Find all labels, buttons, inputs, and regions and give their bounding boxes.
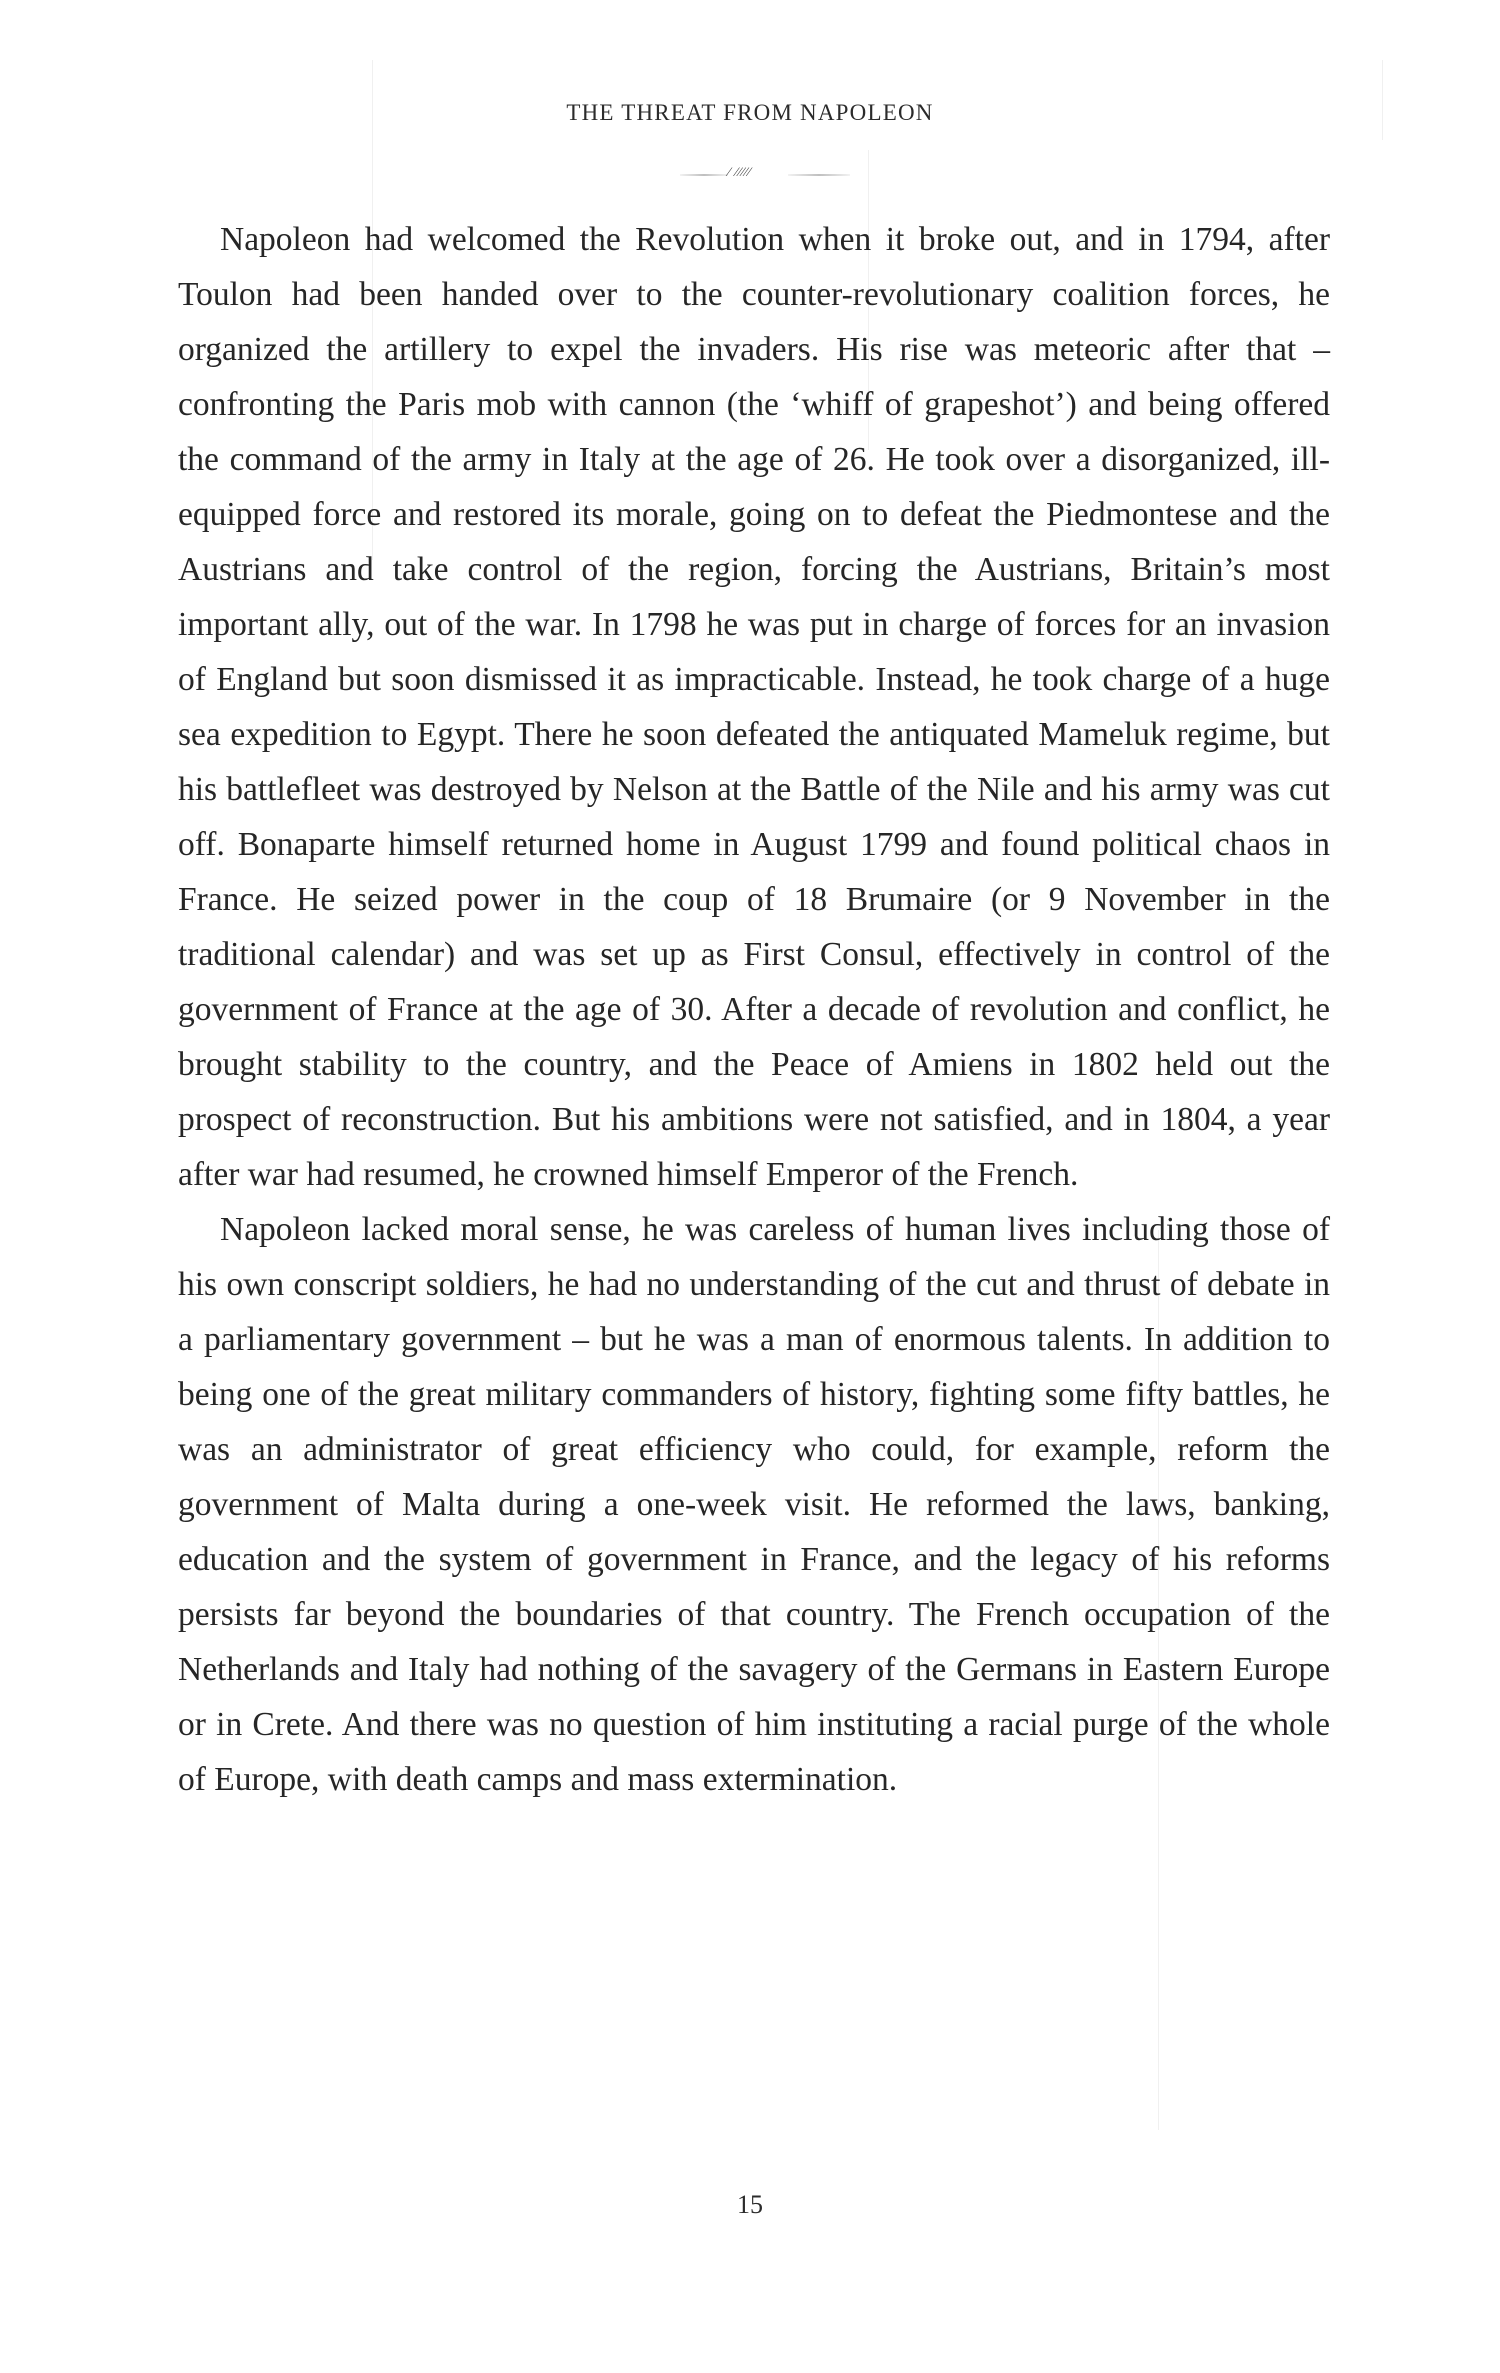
ornament-bar-right xyxy=(788,174,850,176)
page-number: 15 xyxy=(737,2190,763,2219)
body-text xyxy=(178,212,1330,1807)
ornament-glyphs: ⁄ ∕⁄∕⁄∕ xyxy=(728,164,752,179)
paragraph-1: Napoleon had welcomed the Revolution when it broke out, and in 1794, after Toulon had been handed over to the counter-revolutionary coalition forces, he organized the artillery to expel the invaders. His rise was meteoric after that – confronting the Paris mob with cannon (the ‘whiff of grapeshot’) and being offered the command of the army in Italy at the age of 26. He took over a disorganized, ill-equipped force and restored its morale, going on to defeat the Piedmontese and the Austrians and take control of the region, forcing the Austrians, Britain’s most important ally, out of the war. In 1798 he was put in charge of forces for an invasion of England but soon dismissed it as impracticable. Instead, he took charge of a huge sea expedition to Egypt. There he soon defeated the antiquated Mameluk regime, but his battlefleet was destroyed by Nelson at the Battle of the Nile and his army was cut off. Bonaparte himself returned home in August 1799 and found political chaos in France. He seized power in the coup of 18 Brumaire (or 9 November in the traditional calendar) and was set up as First Consul, effectively in control of the government of France at the age of 30. After a decade of revolution and conflict, he brought stability to the country, and the Peace of Amiens in 1802 held out the prospect of reconstruction. But his ambitions were not satisfied, and in 1804, a year after war had resumed, he crowned himself Emperor of the French. xyxy=(178,221,1330,1193)
ornamental-rule xyxy=(680,164,850,182)
paragraph-2: Napoleon lacked moral sense, he was careless of human lives including those of his own conscript soldiers, he had no understanding of the cut and thrust of debate in a parliamentary government – but he was a man of enormous talents. In addition to being one of the great military commanders of history, fighting some fifty battles, he was an administrator of great efficiency who could, for example, reform the government of Malta during a one-week visit. He reformed the laws, banking, education and the system of government in France, and the legacy of his reforms persists far beyond the boundaries of that country. The French occupation of the Netherlands and Italy had nothing of the savagery of the Germans in Eastern Europe or in Crete. And there was no question of him instituting a racial purge of the whole of Europe, with death camps and mass extermination. xyxy=(178,1211,1330,1798)
ornament-bar-left xyxy=(680,174,728,176)
running-header: THE THREAT FROM NAPOLEON xyxy=(566,100,934,125)
